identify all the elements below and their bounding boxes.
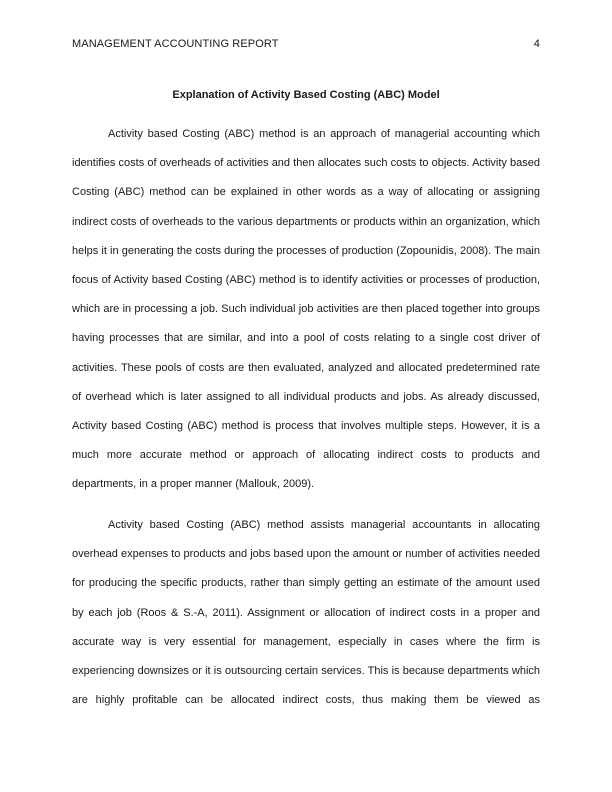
section-heading: Explanation of Activity Based Costing (ABC) Model [172, 89, 440, 101]
running-header [72, 37, 540, 51]
running-title: MANAGEMENT ACCOUNTING REPORT [72, 38, 279, 50]
page-number: 4 [533, 38, 540, 50]
paragraph-2: Activity based Costing (ABC) method assists managerial accountants in allocating overhead expenses to products and jobs based upon the amount or number of activities needed for producing the specific products, rather than simply getting an estimate of the amount used by each job (Roos & S.-A, 2011). Assignment or allocation of indirect costs in a proper and accurate way is very essential for management, especially in cases where the firm is experiencing downsizes or it is outsourcing certain services. This is because departments which are highly profitable can be allocated indirect costs, thus making them be viewed as [72, 519, 540, 707]
paragraph-1: Activity based Costing (ABC) method is an approach of managerial accounting which identifies costs of overheads of activities and then allocates such costs to objects. Activity based Costing (ABC) method can be explained in other words as a way of allocating or assigning indirect costs of overheads to the various departments or products within an organization, which helps it in generating the costs during the processes of production (Zopounidis, 2008). The main focus of Activity based Costing (ABC) method is to identify activities or processes of production, which are in processing a job. Such individual job activities are then placed together into groups having processes that are similar, and into a pool of costs relating to a single cost driver of activities. These pools of costs are then evaluated, analyzed and allocated predetermined rate of overhead which is later assigned to all individual products and jobs. As already discussed, Activity based Costing (ABC) method is process that involves multiple steps. However, it is a much more accurate method or approach of allocating indirect costs to products and departments, in a proper manner (Mallouk, 2009). [72, 128, 540, 491]
